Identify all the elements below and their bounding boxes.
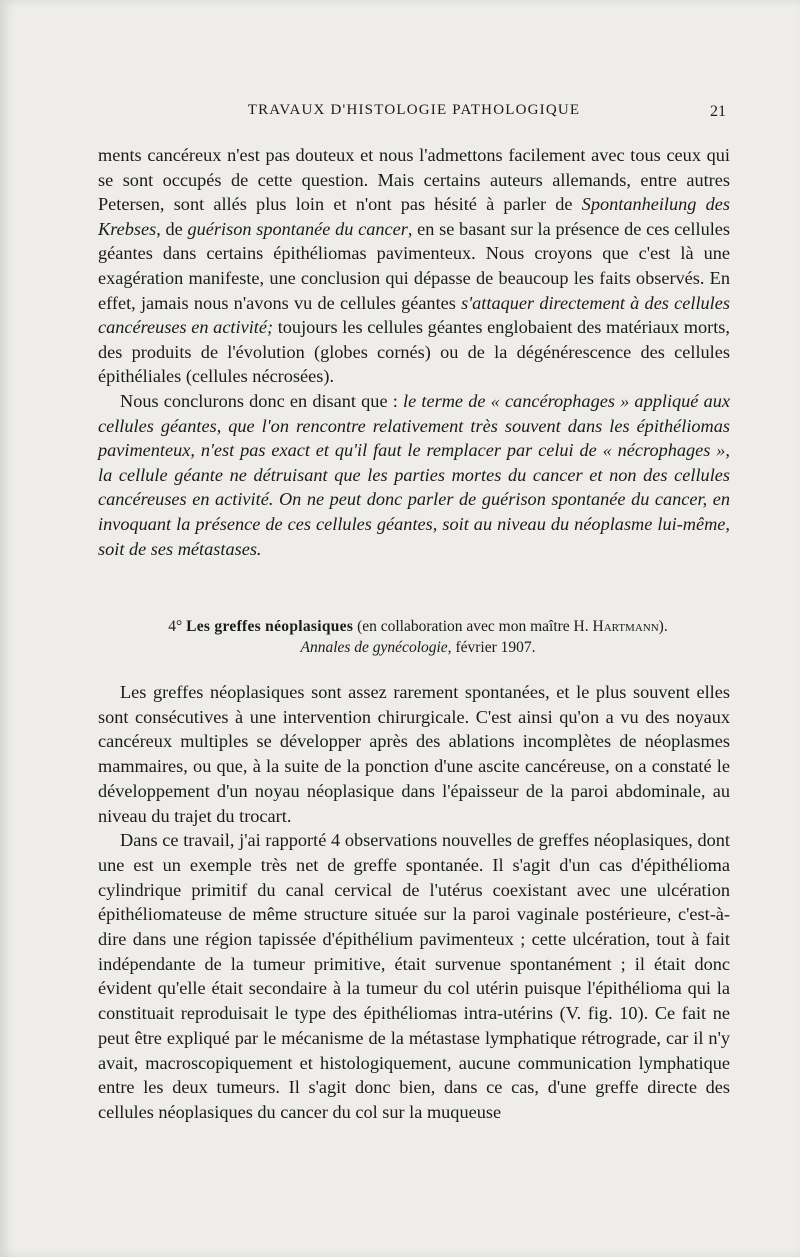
journal-reference <box>98 637 738 658</box>
publication-date: février 1907. <box>451 639 536 656</box>
text-block-bottom <box>98 680 730 1125</box>
journal-name: Annales de gynécologie, <box>300 639 452 656</box>
italic-run: Spontanheilung des Krebses <box>98 194 730 239</box>
section-title: Les greffes néoplasiques <box>186 618 354 635</box>
paragraph-observations: Dans ce travail, j'ai rapporté 4 observations nouvelles de greffes néoplasiques, dont une est un exemple très net de greffe spontanée. Il s'agit d'un cas d'épithélioma cylindrique primitif du canal cervical de l'utérus coexistant avec une ulcération épithéliomateuse de même structure située sur la paroi vaginale postérieure, c'est-à-dire dans une région tapissée d'épithélium pavimenteux ; cette ulcération, tout à fait indépendante de la tumeur primitive, était survenue spontanément ; il était donc évident qu'elle était secondaire à la tumeur du col utérin puisque l'épithélioma qui la constituait reproduisait le type des épithéliomas intra-utérins (V. fig. 10). Ce fait ne peut être expliqué par le mécanisme de la métastase lymphatique rétrograde, car il n'y avait, macroscopiquement et histologiquement, aucune communication lymphatique entre les deux tumeurs. Il s'agit donc bien, dans ce cas, d'une greffe directe des cellules néoplasiques du cancer du col sur la muqueuse <box>98 830 730 1122</box>
collab-suffix: ). <box>658 618 668 635</box>
page-header <box>98 100 730 122</box>
text-run: ments cancéreux n'est pas douteux et nous l'admettons facilement avec tous ceux qui se sont occupés de cette question. Mais certains auteurs allemands, entre autres Petersen, sont allés plus loin et n'ont pas hésité à parler de <box>98 145 730 215</box>
italic-run: s'attaquer directement à des cellules cancéreuses en activité; <box>98 292 730 338</box>
text-run: , de <box>156 218 188 239</box>
author-name: Hartmann <box>592 618 659 635</box>
collaboration-note <box>357 618 668 635</box>
text-run: Nous conclurons donc en disant que : <box>120 390 404 411</box>
italic-run: guérison spontanée du cancer <box>187 218 408 239</box>
collab-prefix: (en collaboration avec mon maître H. <box>357 618 593 635</box>
text-block-top <box>98 143 730 561</box>
text-run: toujours les cellules géantes englobaient des matériaux morts, des produits de l'évolution (globes cornés) ou de la dégénérescence des cellules épithéliales (cellules nécrosées). <box>98 317 730 387</box>
running-title: TRAVAUX D'HISTOLOGIE PATHOLOGIQUE <box>247 102 581 118</box>
text-run: , en se basant sur la présence de ces cellules géantes dans certains épithéliomas pavimenteux. Nous croyons que c'est là une exagération manifeste, une conclusion qui dépasse de beaucoup les faits observés. En effet, jamais nous n'avons vu de cellules géantes <box>98 218 731 313</box>
paragraph-greffes-intro: Les greffes néoplasiques sont assez rarement spontanées, et le plus souvent elles sont consécutives à une intervention chirurgicale. C'est ainsi qu'on a vu des noyaux cancéreux multiples se développer après des ablations incomplètes de néoplasmes mammaires, ou que, à la suite de la ponction d'une ascite cancéreuse, on a constaté le développement d'un noyau néoplasique dans l'épaisseur de la paroi abdominale, au niveau du trajet du trocart. <box>98 682 730 826</box>
paragraph-conclusion <box>98 389 730 561</box>
italic-run: le terme de « cancérophages » appliqué aux cellules géantes, que l'on rencontre relativement très souvent dans les épithéliomas pavimenteux, n'est pas exact et qu'il faut le remplacer par celui de « nécrophages », la cellule géante ne détruisant que les parties mortes du cancer et non des cellules cancéreuses en activité. On ne peut donc parler de guérison spontanée du cancer, en invoquant la présence de ces cellules géantes, soit au niveau du néoplasme lui-même, soit de ses métastases. <box>98 390 730 559</box>
section-heading <box>98 616 738 658</box>
page-number: 21 <box>710 103 726 120</box>
paragraph-continuation <box>98 143 730 389</box>
section-number: 4° <box>168 618 183 635</box>
